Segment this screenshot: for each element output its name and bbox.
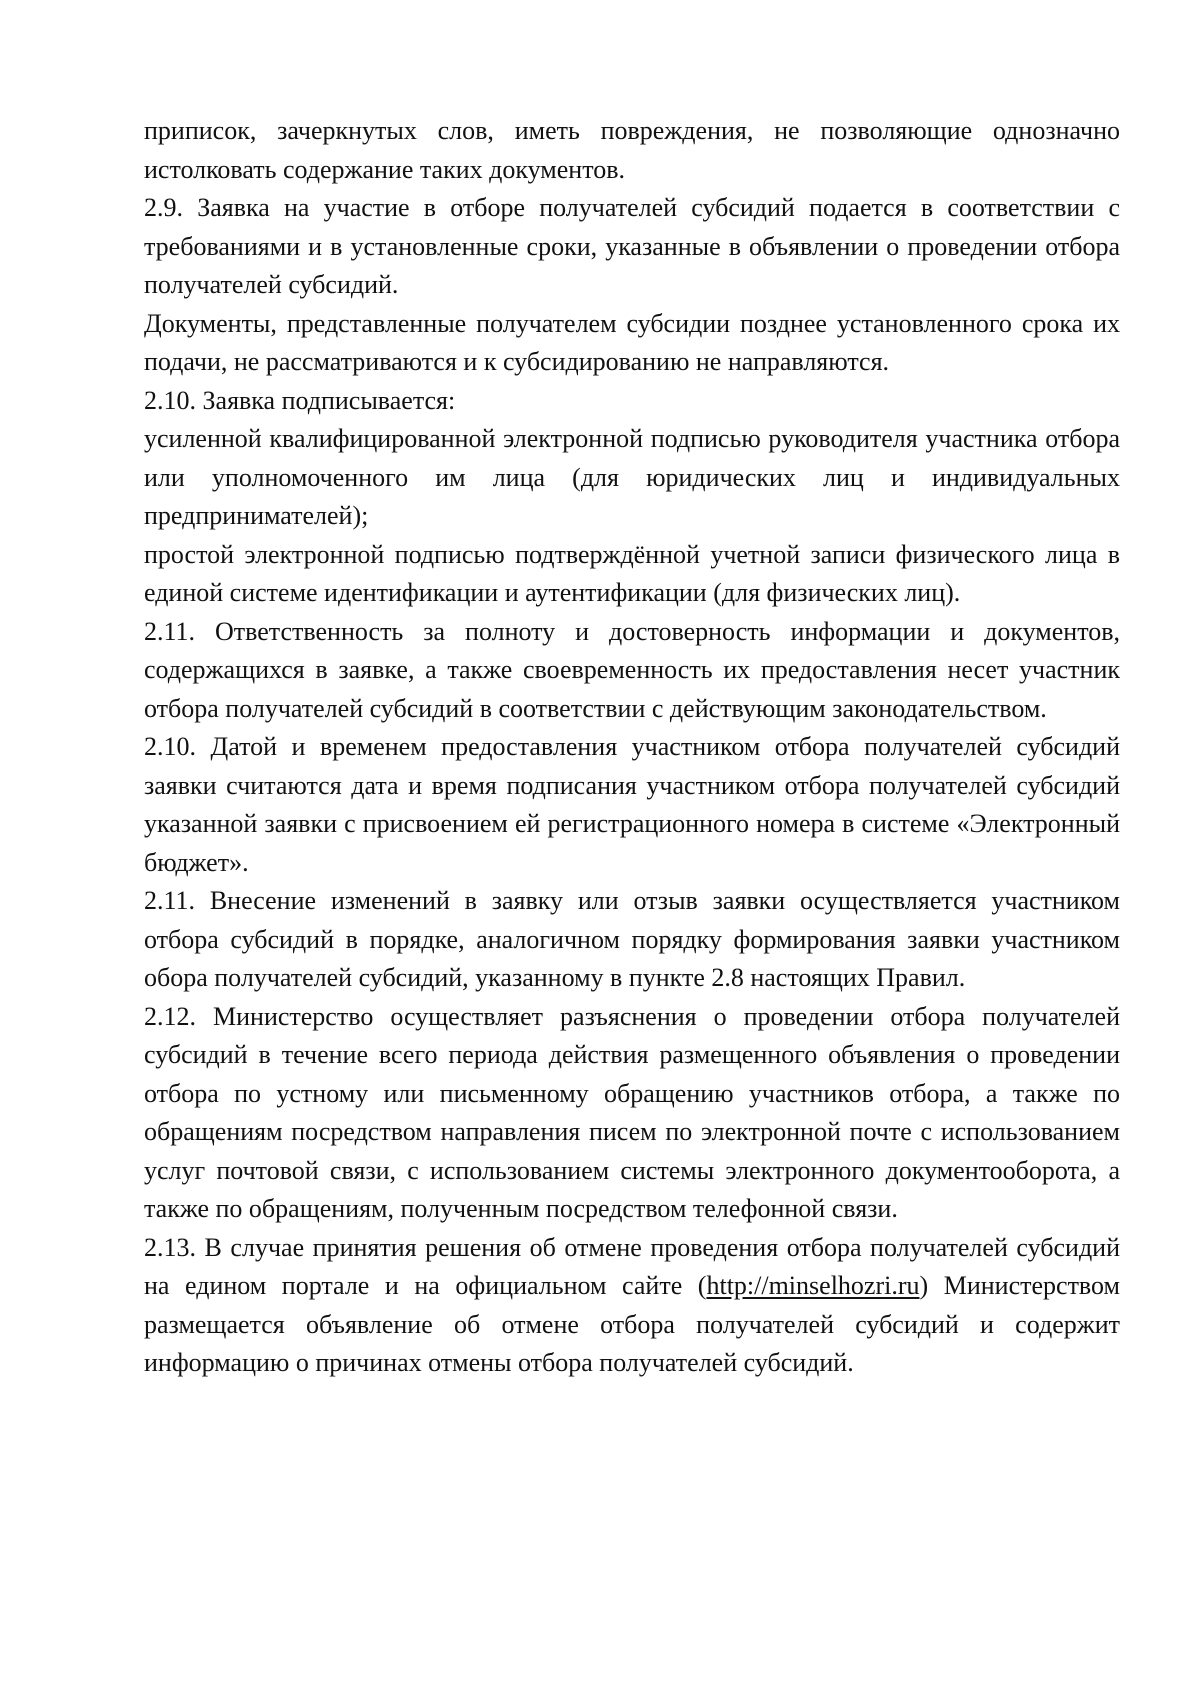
paragraph-simple-signature: простой электронной подписью подтверждённой учетной записи физического лица в единой системе идентификации и аутентификации (для физических лиц).	[144, 539, 1120, 607]
paragraph-2-10-date-time: 2.10. Датой и временем предоставления участником отбора получателей субсидий заявки считаются дата и время подписания участником отбора получателей субсидий указанной заявки с присвоением ей регистрационного номера в системе «Электронный бюджет».	[144, 732, 1120, 877]
paragraph-2-9: 2.9. Заявка на участие в отборе получателей субсидий подается в соответствии с требованиями и в установленные сроки, указанные в объявлении о проведении отбора получателей субсидий.	[144, 193, 1120, 299]
paragraph-2-13-text-after: ) Министерством размещается объявление об отмене отбора получателей субсидий и содержит информацию о причинах отмены отбора получателей субсидий.	[144, 1271, 1120, 1377]
paragraph-2-11-changes: 2.11. Внесение изменений в заявку или отзыв заявки осуществляется участником отбора субсидий в порядке, аналогичном порядку формирования заявки участником обора получателей субсидий, указанному в пункте 2.8 настоящих Правил.	[144, 886, 1120, 992]
paragraph-2-11-responsibility: 2.11. Ответственность за полноту и достоверность информации и документов, содержащихся в заявке, а также своевременность их предоставления несет участник отбора получателей субсидий в соответствии с действующим законодательством.	[144, 616, 1120, 723]
paragraph-late-documents: Документы, представленные получателем субсидии позднее установленного срока их подачи, не рассматриваются и к субсидированию не направляются.	[144, 308, 1120, 376]
paragraph-2-10-signing: 2.10. Заявка подписывается:	[144, 385, 456, 415]
paragraph-2-13-cancellation	[144, 1229, 1120, 1383]
paragraph-qualified-signature: усиленной квалифицированной электронной подписью руководителя участника отбора или уполномоченного им лица (для юридических лиц и индивидуальных предпринимателей);	[144, 424, 1120, 530]
paragraph-2-13-text-before: 2.13. В случае принятия решения об отмене проведения отбора получателей субсидий на едином портале и на официальном сайте (	[144, 1232, 1120, 1300]
document-page	[144, 112, 1120, 1383]
official-site-link[interactable]: http://minselhozri.ru	[706, 1271, 920, 1300]
paragraph-2-12-clarifications: 2.12. Министерство осуществляет разъяснения о проведении отбора получателей субсидий в течение всего периода действия размещенного объявления о проведении отбора по устному или письменному обращению участников отбора, а также по обращениям посредством направления писем по электронной почте с использованием услуг почтовой связи, с использованием системы электронного документооборота, а также по обращениям, полученным посредством телефонной связи.	[144, 1001, 1120, 1223]
paragraph-continuation: приписок, зачеркнутых слов, иметь повреждения, не позволяющие однозначно истолковать содержание таких документов.	[144, 116, 1120, 184]
